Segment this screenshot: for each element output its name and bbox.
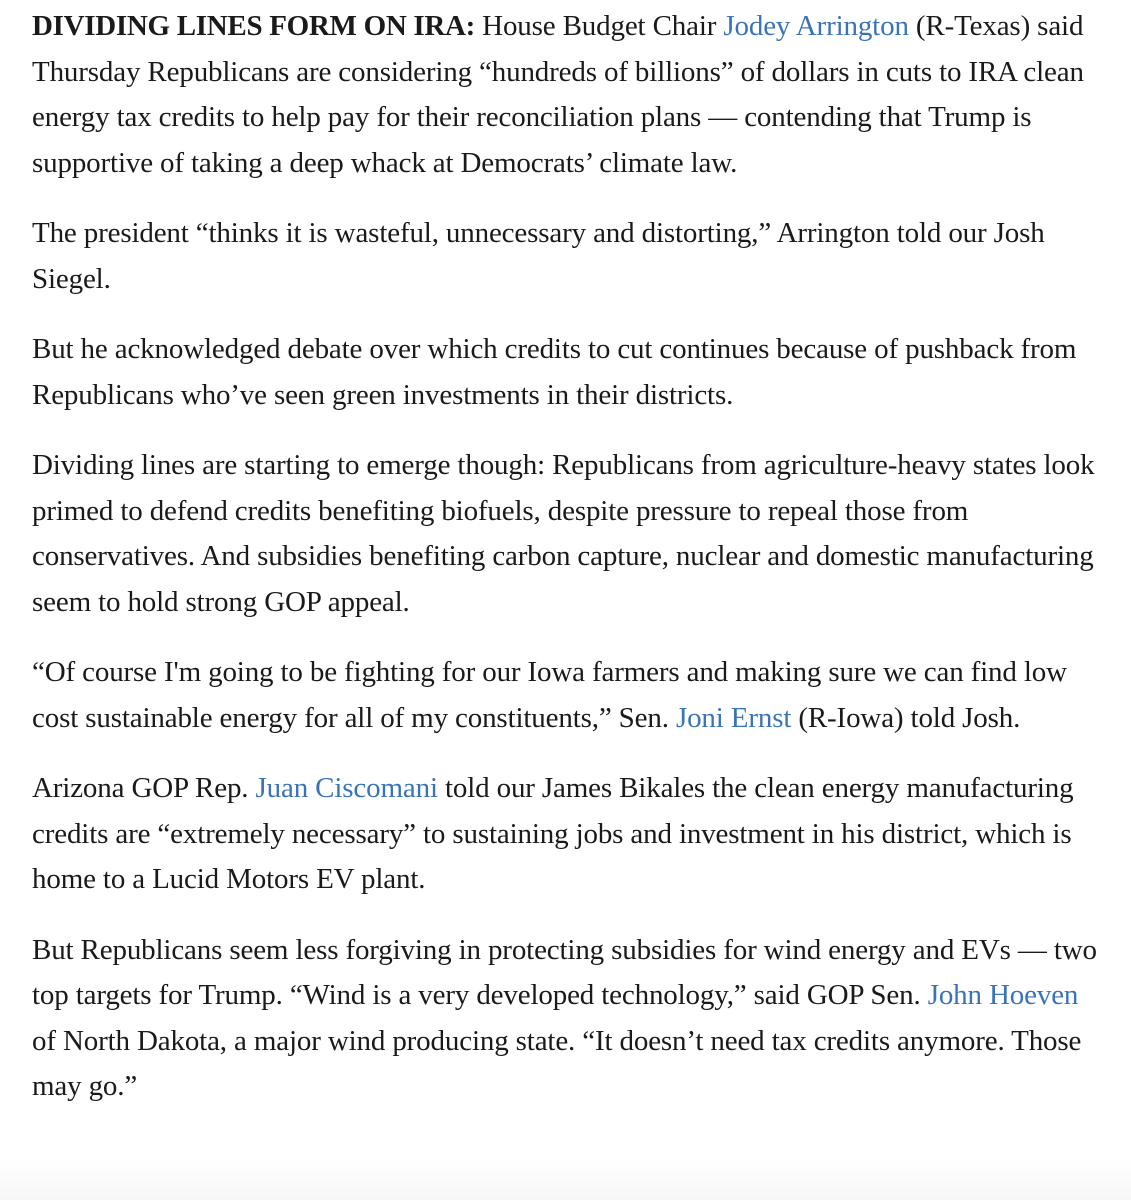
paragraph-5-text-b: (R-Iowa) told Josh. <box>791 701 1021 734</box>
section-lead-heading: DIVIDING LINES FORM ON IRA: <box>32 10 476 42</box>
paragraph-7-text-b: of North Dakota, a major wind producing state. “It doesn’t need tax credits anymore. Those may go.” <box>32 1024 1082 1102</box>
bottom-fade-overlay <box>0 1160 1131 1200</box>
paragraph-1-text-b: (R-Texas) said Thursday Republicans are considering “hundreds of billions” of dollars in cuts to IRA clean energy tax credits to help pay for their reconciliation plans — contending that Trump is supportive of taking a deep whack at Democrats’ climate law. <box>32 10 1084 179</box>
paragraph-2 <box>32 211 1107 302</box>
paragraph-5-text-a: “Of course I'm going to be fighting for our Iowa farmers and making sure we can find low cost sustainable energy for all of my constituents,” Sen. <box>32 656 1067 734</box>
paragraph-3-text: But he acknowledged debate over which credits to cut continues because of pushback from Republicans who’ve seen green investments in their districts. <box>32 333 1077 411</box>
paragraph-7 <box>32 928 1107 1110</box>
paragraph-6-text-a: Arizona GOP Rep. <box>32 772 256 804</box>
paragraph-4 <box>32 443 1107 625</box>
paragraph-6-text-b: told our James Bikales the clean energy manufacturing credits are “extremely necessary” to sustaining jobs and investment in his district, which is home to a Lucid Motors EV plant. <box>32 772 1074 895</box>
paragraph-7-text-a: But Republicans seem less forgiving in protecting subsidies for wind energy and EVs — two top targets for Trump. “Wind is a very developed technology,” said GOP Sen. <box>32 933 1097 1011</box>
article-body <box>32 4 1107 1135</box>
paragraph-6 <box>32 766 1107 903</box>
paragraph-1-text-a: House Budget Chair <box>475 10 724 42</box>
link-juan-ciscomani[interactable]: Juan Ciscomani <box>255 772 438 804</box>
paragraph-2-text: The president “thinks it is wasteful, unnecessary and distorting,” Arrington told our Josh Siegel. <box>32 217 1045 295</box>
link-john-hoeven[interactable]: John Hoeven <box>927 979 1079 1011</box>
link-jodey-arrington[interactable]: Jodey Arrington <box>723 10 909 42</box>
link-joni-ernst[interactable]: Joni Ernst <box>675 701 792 734</box>
paragraph-4-text: Dividing lines are starting to emerge though: Republicans from agriculture-heavy states look primed to defend credits benefiting biofuels, despite pressure to repeal those from conservatives. And subsidies benefiting carbon capture, nuclear and domestic manufacturing seem to hold strong GOP appeal. <box>32 449 1095 618</box>
paragraph-1 <box>32 4 1107 186</box>
paragraph-3 <box>32 327 1107 418</box>
paragraph-5 <box>32 650 1107 741</box>
